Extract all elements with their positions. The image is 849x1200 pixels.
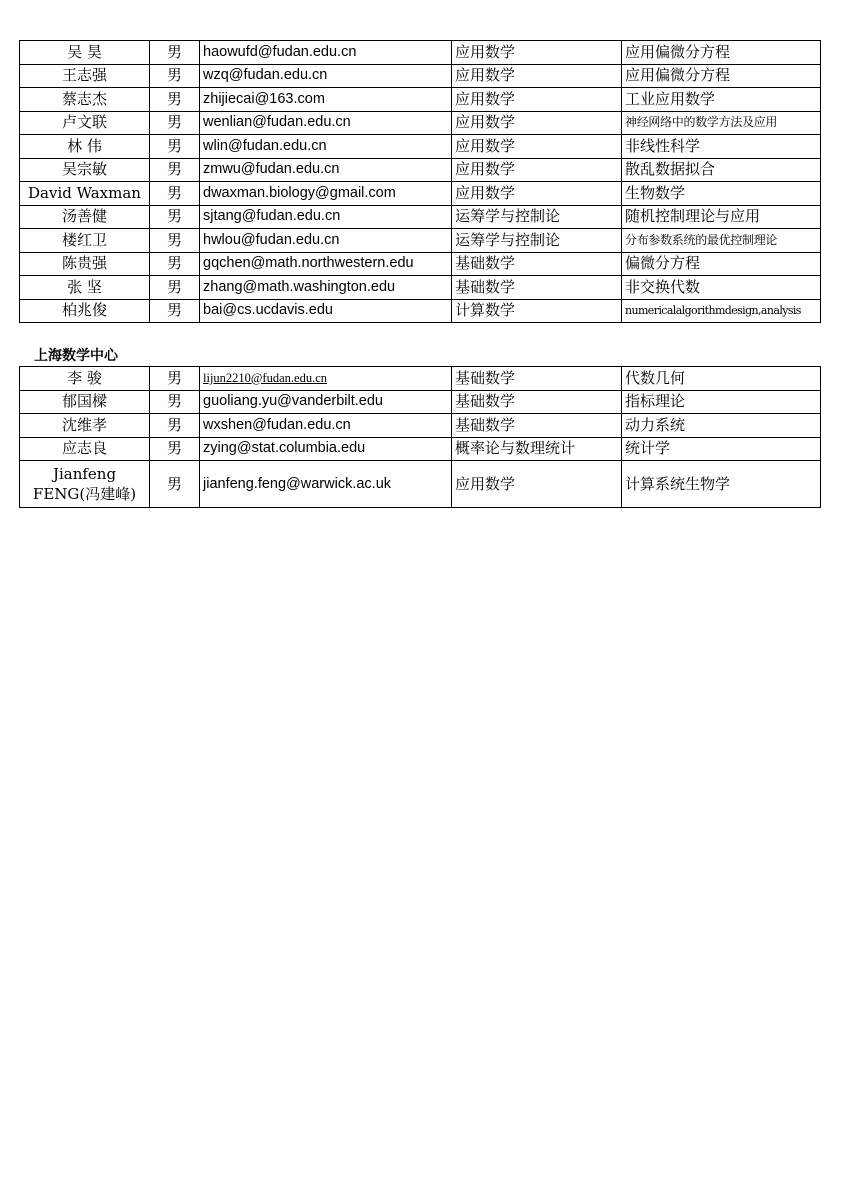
name-cell: 汤善健 — [20, 205, 150, 229]
name-cell: 蔡志杰 — [20, 88, 150, 112]
research-direction-cell: 计算系统生物学 — [622, 461, 821, 508]
department-cell: 运筹学与控制论 — [452, 205, 622, 229]
table-row — [20, 229, 821, 253]
table-row — [20, 41, 821, 65]
table-row — [20, 276, 821, 300]
table-row — [20, 135, 821, 159]
table-row — [20, 390, 821, 414]
gender-cell: 男 — [150, 64, 200, 88]
table-row — [20, 252, 821, 276]
table-row — [20, 111, 821, 135]
name-cell: 柏兆俊 — [20, 299, 150, 323]
name-cell: 张 坚 — [20, 276, 150, 300]
table-row — [20, 182, 821, 206]
department-cell: 运筹学与控制论 — [452, 229, 622, 253]
research-direction-cell: 非交换代数 — [622, 276, 821, 300]
name-cell: 郁国樑 — [20, 390, 150, 414]
name-cell: 王志强 — [20, 64, 150, 88]
department-cell: 基础数学 — [452, 276, 622, 300]
table-row — [20, 299, 821, 323]
email-cell: bai@cs.ucdavis.edu — [200, 299, 452, 323]
department-cell: 基础数学 — [452, 252, 622, 276]
email-cell: wxshen@fudan.edu.cn — [200, 414, 452, 438]
name-cell: 林 伟 — [20, 135, 150, 159]
email-cell: gqchen@math.northwestern.edu — [200, 252, 452, 276]
gender-cell: 男 — [150, 158, 200, 182]
gender-cell: 男 — [150, 229, 200, 253]
gender-cell: 男 — [150, 414, 200, 438]
email-cell: jianfeng.feng@warwick.ac.uk — [200, 461, 452, 508]
gender-cell: 男 — [150, 205, 200, 229]
department-cell: 计算数学 — [452, 299, 622, 323]
gender-cell: 男 — [150, 41, 200, 65]
research-direction-cell: 神经网络中的数学方法及应用 — [622, 111, 821, 135]
email-cell: wzq@fudan.edu.cn — [200, 64, 452, 88]
email-cell: zhang@math.washington.edu — [200, 276, 452, 300]
research-direction-cell: numericalalgorithmdesign,analysis — [622, 299, 821, 323]
research-direction-cell: 动力系统 — [622, 414, 821, 438]
gender-cell: 男 — [150, 135, 200, 159]
email-cell: guoliang.yu@vanderbilt.edu — [200, 390, 452, 414]
table-row — [20, 64, 821, 88]
department-cell: 基础数学 — [452, 367, 622, 391]
table-row — [20, 461, 821, 508]
research-direction-cell: 非线性科学 — [622, 135, 821, 159]
department-cell: 应用数学 — [452, 182, 622, 206]
table-row — [20, 367, 821, 391]
name-cell: 吴 昊 — [20, 41, 150, 65]
department-cell: 应用数学 — [452, 88, 622, 112]
name-cell: 沈维孝 — [20, 414, 150, 438]
research-direction-cell: 工业应用数学 — [622, 88, 821, 112]
name-cell: 陈贵强 — [20, 252, 150, 276]
gender-cell: 男 — [150, 88, 200, 112]
gender-cell: 男 — [150, 252, 200, 276]
email-cell: zying@stat.columbia.edu — [200, 437, 452, 461]
research-direction-cell: 随机控制理论与应用 — [622, 205, 821, 229]
department-cell: 基础数学 — [452, 390, 622, 414]
email-cell: lijun2210@fudan.edu.cn — [200, 367, 452, 391]
section-title: 上海数学中心 — [34, 348, 118, 364]
research-direction-cell: 代数几何 — [622, 367, 821, 391]
table-row — [20, 437, 821, 461]
gender-cell: 男 — [150, 276, 200, 300]
name-cell: 应志良 — [20, 437, 150, 461]
email-cell: wenlian@fudan.edu.cn — [200, 111, 452, 135]
gender-cell: 男 — [150, 390, 200, 414]
table-row — [20, 414, 821, 438]
gender-cell: 男 — [150, 367, 200, 391]
name-cell: 李 骏 — [20, 367, 150, 391]
email-cell: zmwu@fudan.edu.cn — [200, 158, 452, 182]
research-direction-cell: 指标理论 — [622, 390, 821, 414]
name-cell: 楼红卫 — [20, 229, 150, 253]
research-direction-cell: 分布参数系统的最优控制理论 — [622, 229, 821, 253]
department-cell: 应用数学 — [452, 41, 622, 65]
name-cell: 吴宗敏 — [20, 158, 150, 182]
department-cell: 应用数学 — [452, 111, 622, 135]
gender-cell: 男 — [150, 111, 200, 135]
table-row — [20, 158, 821, 182]
department-cell: 基础数学 — [452, 414, 622, 438]
email-cell: hwlou@fudan.edu.cn — [200, 229, 452, 253]
table-row — [20, 205, 821, 229]
gender-cell: 男 — [150, 437, 200, 461]
math-center-table — [19, 366, 821, 508]
department-cell: 应用数学 — [452, 64, 622, 88]
department-cell: 应用数学 — [452, 135, 622, 159]
research-direction-cell: 偏微分方程 — [622, 252, 821, 276]
name-cell: David Waxman — [20, 182, 150, 206]
gender-cell: 男 — [150, 461, 200, 508]
email-cell: wlin@fudan.edu.cn — [200, 135, 452, 159]
table-row — [20, 88, 821, 112]
name-cell: Jianfeng FENG(冯建峰) — [20, 461, 150, 508]
email-cell: dwaxman.biology@gmail.com — [200, 182, 452, 206]
gender-cell: 男 — [150, 299, 200, 323]
research-direction-cell: 应用偏微分方程 — [622, 41, 821, 65]
email-cell: zhijiecai@163.com — [200, 88, 452, 112]
faculty-table — [19, 40, 821, 323]
name-cell: 卢文联 — [20, 111, 150, 135]
department-cell: 应用数学 — [452, 158, 622, 182]
department-cell: 应用数学 — [452, 461, 622, 508]
research-direction-cell: 应用偏微分方程 — [622, 64, 821, 88]
email-cell: sjtang@fudan.edu.cn — [200, 205, 452, 229]
research-direction-cell: 生物数学 — [622, 182, 821, 206]
email-cell: haowufd@fudan.edu.cn — [200, 41, 452, 65]
gender-cell: 男 — [150, 182, 200, 206]
department-cell: 概率论与数理统计 — [452, 437, 622, 461]
research-direction-cell: 统计学 — [622, 437, 821, 461]
research-direction-cell: 散乱数据拟合 — [622, 158, 821, 182]
